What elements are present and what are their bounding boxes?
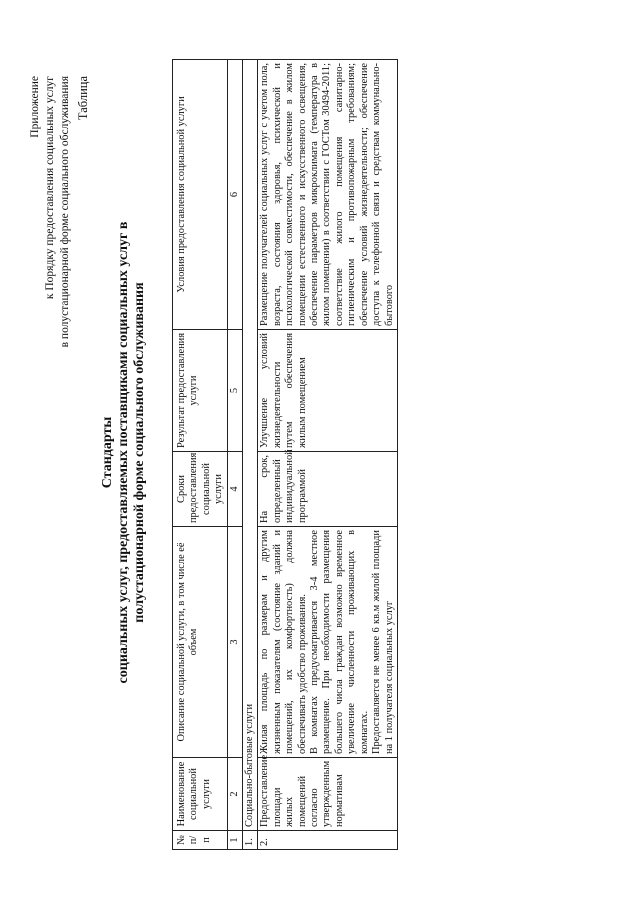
header-description: Описание социальной услуги, в том числе её объем [173,527,228,758]
column-number: 6 [227,60,242,330]
table-row [258,60,397,850]
service-conditions: Размещение получателей социальных услуг с учетом пола, возраста, состояния здоровья, психической и психологической совместимости, обеспечение в жилом помещении естественного и искусственного освещения, обеспечение параметров микроклимата (температура в жилом помещении) в соответствии с ГОСТом 30494-2011; соответствие жилого помещения санитарно-гигиеническим и противопожарным требованиям; обеспечение условий жизнедеятельности; обеспечение доступа к телефонной связи и средствам коммунально-бытового [258,60,397,330]
header-service-name: Наименование социальной услуги [173,758,228,831]
service-name: Предоставление площади жилых помещений согласно утвержденным нормативам [258,758,397,831]
title-line-2: социальных услуг, предоставляемых поставщиками социальных услуг в [116,221,131,684]
appendix-note [28,76,73,347]
column-number-row [227,60,242,850]
column-number: 2 [227,758,242,831]
title-line-1: Стандарты [100,416,115,489]
section-number: 1. [243,831,258,850]
service-description [258,527,397,758]
row-number: 2. [258,831,397,850]
column-number: 1 [227,831,242,850]
description-paragraph: В комнатах предусматривается 3-4 местное размещение. При необходимости размещения большего числа граждан возможно временное увеличение численности проживающих в комнатах. [309,530,370,754]
document-title [100,60,148,845]
table-caption: Таблица [76,76,90,121]
appendix-line-1: Приложение [29,76,41,138]
appendix-line-2: к Порядку предоставления социальных услуг [44,76,56,300]
description-paragraph: Предоставляется не менее 6 кв.м жилой площади на 1 получателя социальных услуг [371,530,395,754]
description-paragraph: Жилая площадь по размерам и другим жизненным показателям (состояние зданий и помещений, их комфортность) должна обеспечивать удобство проживания. [259,530,308,754]
column-number: 3 [227,527,242,758]
service-result: Улучшение условий жизнедеятельности путем обеспечения жилым помещением [258,330,397,452]
column-number: 5 [227,330,242,452]
section-label: Социально-бытовые услуги [243,60,258,831]
standards-table [172,59,398,850]
service-terms: На срок, определенный индивидуальной программой [258,452,397,527]
column-number: 4 [227,452,242,527]
appendix-line-3: в полустационарной форме социального обслуживания [59,76,71,348]
title-line-3: полустационарной форме социального обслуживания [132,282,147,623]
header-number: № п/п [173,831,228,850]
section-row [243,60,258,850]
header-conditions: Условия предоставления социальной услуги [173,60,228,330]
header-terms: Сроки предоставления социальной услуги [173,452,228,527]
header-result: Результат предоставления услуги [173,330,228,452]
header-row [173,60,228,850]
